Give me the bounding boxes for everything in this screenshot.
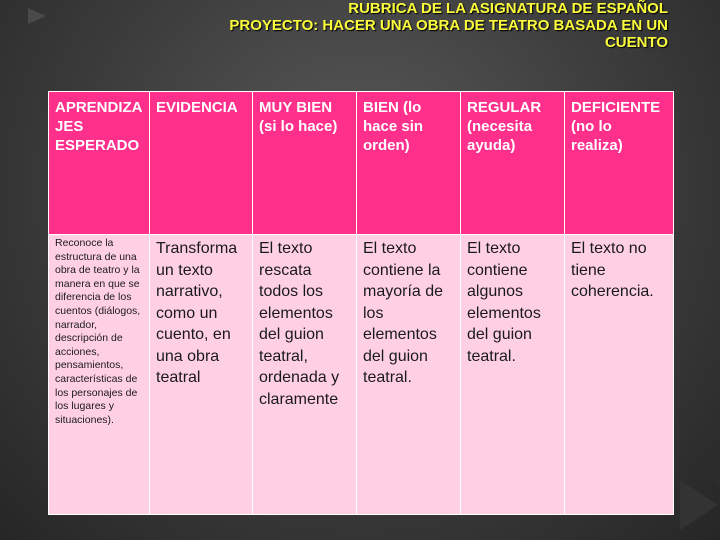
cell-regular: El texto contiene algunos elementos del guion teatral. [461,235,565,515]
header-row [49,92,674,235]
arrow-bottom-right-shadow-icon [700,452,720,488]
cell-deficiente: El texto no tiene coherencia. [565,235,674,515]
header-deficiente: DEFICIENTE (no lo realiza) [565,92,674,235]
cell-bien: El texto contiene la mayoría de los elementos del guion teatral. [357,235,461,515]
cell-evidencia: Transforma un texto narrativo, como un cuento, en una obra teatral [150,235,253,515]
cell-aprendizaje: Reconoce la estructura de una obra de teatro y la manera en que se diferencia de los cuentos (diálogos, narrador, descripción de acciones, pensamientos, características de los personajes de los lugares y situaciones). [49,235,150,515]
header-muy-bien: MUY BIEN (si lo hace) [253,92,357,235]
header-bien: BIEN (lo hace sin orden) [357,92,461,235]
arrow-top-left-icon [28,8,46,24]
header-evidencia: EVIDENCIA [150,92,253,235]
title-line-2: PROYECTO: HACER UNA OBRA DE TEATRO BASADA EN UN [229,17,668,34]
rubric-table [48,91,674,515]
title-line-1: RUBRICA DE LA ASIGNATURA DE ESPAÑOL [348,0,668,17]
header-regular: REGULAR (necesita ayuda) [461,92,565,235]
header-aprendizajes: APRENDIZAJES ESPERADO [49,92,150,235]
cell-muy-bien: El texto rescata todos los elementos del guion teatral, ordenada y claramente [253,235,357,515]
title-line-3: CUENTO [604,34,668,51]
arrow-bottom-right-icon [680,480,718,530]
table-row [49,235,674,515]
slide-title [108,0,668,51]
